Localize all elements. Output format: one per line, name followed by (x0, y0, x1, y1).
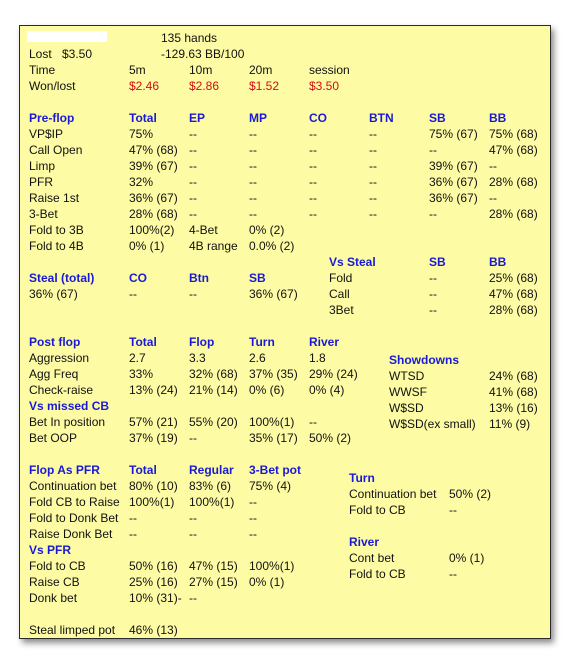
preflop-row-label: Call Open (29, 143, 83, 157)
flop-pfr-row-label: Fold to Donk Bet (29, 511, 119, 525)
fold-to-4b-label: Fold to 4B (29, 239, 84, 253)
preflop-row-bb: 28% (68) (489, 207, 538, 221)
lost-label: Lost (29, 47, 52, 61)
wonlost-20m: $1.52 (249, 79, 280, 93)
preflop-row-bb: -- (489, 191, 497, 205)
steal-limped-label: Steal limped pot (29, 623, 116, 637)
vs-pfr-row-total: 50% (16) (129, 559, 178, 573)
flop-pfr-row-label: Continuation bet (29, 479, 117, 493)
showdown-row-label: WTSD (389, 369, 425, 383)
vs-missed-cb-title: Vs missed CB (29, 399, 110, 413)
river-row-value: 0% (1) (449, 551, 485, 565)
steal-col-btn: Btn (189, 271, 209, 285)
preflop-row-mp: -- (249, 159, 257, 173)
preflop-row-mp: -- (249, 127, 257, 141)
preflop-row-sb: 36% (67) (429, 175, 478, 189)
vs-pfr-row-regular: 47% (15) (189, 559, 238, 573)
preflop-row-sb: 75% (67) (429, 127, 478, 141)
vs-missed-row-river: 50% (2) (309, 431, 352, 445)
river-row-label: Cont bet (349, 551, 395, 565)
vs-pfr-row-label: Fold to CB (29, 559, 86, 573)
preflop-row-total: 75% (129, 127, 154, 141)
preflop-row-sb: -- (429, 143, 437, 157)
vs-steal-title: Vs Steal (329, 255, 376, 269)
preflop-title: Pre-flop (29, 111, 75, 125)
fold-to-3b-label: Fold to 3B (29, 223, 84, 237)
postflop-row-total: 33% (129, 367, 154, 381)
preflop-row-mp: -- (249, 143, 257, 157)
vs-steal-row-sb: -- (429, 303, 437, 317)
turn-row-label: Continuation bet (349, 487, 437, 501)
preflop-col-co: CO (309, 111, 327, 125)
vs-missed-row-label: Bet OOP (29, 431, 78, 445)
postflop-row-label: Aggression (29, 351, 90, 365)
vs-steal-row-sb: -- (429, 271, 437, 285)
preflop-row-label: Raise 1st (29, 191, 80, 205)
four-bet-label: 4-Bet (189, 223, 218, 237)
postflop-row-turn: 37% (35) (249, 367, 298, 381)
preflop-row-total: 36% (67) (129, 191, 178, 205)
flop-pfr-row-regular: 100%(1) (189, 495, 235, 509)
preflop-row-co: -- (309, 191, 317, 205)
flop-pfr-row-total: -- (129, 527, 137, 541)
four-bet-range-value: 0.0% (2) (249, 239, 295, 253)
flop-pfr-row-total: 100%(1) (129, 495, 175, 509)
preflop-row-ep: -- (189, 143, 197, 157)
preflop-row-btn: -- (369, 127, 377, 141)
vs-steal-row-label: Call (329, 287, 350, 301)
preflop-row-ep: -- (189, 207, 197, 221)
vs-pfr-title: Vs PFR (29, 543, 72, 557)
showdown-row-value: 41% (68) (489, 385, 538, 399)
river-row-value: -- (449, 567, 457, 581)
lost-value: $3.50 (62, 47, 93, 61)
showdowns-title: Showdowns (389, 353, 459, 367)
flop-pfr-row-total: -- (129, 511, 137, 525)
turn-title: Turn (349, 471, 375, 485)
preflop-row-co: -- (309, 207, 317, 221)
hands-count: 135 hands (161, 31, 218, 45)
vs-steal-row-label: Fold (329, 271, 353, 285)
time-label: Time (29, 63, 56, 77)
time-session: session (309, 63, 350, 77)
preflop-col-ep: EP (189, 111, 206, 125)
postflop-row-flop: 21% (14) (189, 383, 238, 397)
steal-sb-value: 36% (67) (249, 287, 298, 301)
postflop-row-river: 0% (4) (309, 383, 345, 397)
showdown-row-label: W$SD(ex small) (389, 417, 476, 431)
preflop-col-total: Total (129, 111, 157, 125)
vs-steal-row-label: 3Bet (329, 303, 354, 317)
vs-steal-row-bb: 25% (68) (489, 271, 538, 285)
vs-missed-row-river: -- (309, 415, 317, 429)
showdown-row-value: 13% (16) (489, 401, 538, 415)
preflop-col-bb: BB (489, 111, 507, 125)
preflop-row-label: Limp (29, 159, 56, 173)
player-stats-panel (19, 25, 551, 639)
postflop-row-label: Agg Freq (29, 367, 79, 381)
steal-co-value: -- (129, 287, 137, 301)
turn-row-label: Fold to CB (349, 503, 406, 517)
flop-pfr-col-regular: Regular (189, 463, 234, 477)
preflop-row-co: -- (309, 175, 317, 189)
vs-missed-row-label: Bet In position (29, 415, 106, 429)
steal-limped-value: 46% (13) (129, 623, 178, 637)
preflop-row-bb: 47% (68) (489, 143, 538, 157)
turn-row-value: 50% (2) (449, 487, 492, 501)
flop-pfr-row-three: -- (249, 495, 257, 509)
preflop-row-co: -- (309, 127, 317, 141)
postflop-col-turn: Turn (249, 335, 275, 349)
showdown-row-value: 11% (9) (489, 417, 531, 431)
preflop-row-total: 28% (68) (129, 207, 178, 221)
vs-missed-row-turn: 100%(1) (249, 415, 295, 429)
bb-per-100: -129.63 BB/100 (161, 47, 245, 61)
four-bet-value: 0% (2) (249, 223, 285, 237)
vs-missed-row-total: 37% (19) (129, 431, 178, 445)
preflop-row-ep: -- (189, 127, 197, 141)
preflop-row-total: 47% (68) (129, 143, 178, 157)
steal-col-co: CO (129, 271, 147, 285)
flop-pfr-col-3bet: 3-Bet pot (249, 463, 301, 477)
preflop-row-bb: 28% (68) (489, 175, 538, 189)
postflop-row-total: 13% (24) (129, 383, 178, 397)
preflop-col-btn: BTN (369, 111, 394, 125)
steal-title: Steal (total) (29, 271, 95, 285)
flop-pfr-title: Flop As PFR (29, 463, 100, 477)
flop-pfr-row-total: 80% (10) (129, 479, 178, 493)
preflop-row-btn: -- (369, 159, 377, 173)
preflop-row-sb: 36% (67) (429, 191, 478, 205)
flop-pfr-row-regular: -- (189, 511, 197, 525)
preflop-row-bb: 75% (68) (489, 127, 538, 141)
vs-pfr-row-regular: -- (189, 591, 197, 605)
preflop-row-mp: -- (249, 207, 257, 221)
postflop-col-river: River (309, 335, 340, 349)
flop-pfr-row-regular: -- (189, 527, 197, 541)
preflop-row-label: PFR (29, 175, 53, 189)
vs-missed-row-total: 57% (21) (129, 415, 178, 429)
wonlost-5m: $2.46 (129, 79, 160, 93)
four-bet-range-label: 4B range (189, 239, 238, 253)
preflop-row-ep: -- (189, 175, 197, 189)
postflop-row-turn: 2.6 (249, 351, 266, 365)
vs-pfr-row-label: Donk bet (29, 591, 78, 605)
time-5m: 5m (129, 63, 146, 77)
postflop-col-flop: Flop (189, 335, 215, 349)
player-name-redacted (27, 31, 107, 42)
showdown-row-label: W$SD (389, 401, 424, 415)
postflop-row-river: 1.8 (309, 351, 326, 365)
postflop-row-total: 2.7 (129, 351, 146, 365)
preflop-row-total: 32% (129, 175, 154, 189)
postflop-row-turn: 0% (6) (249, 383, 285, 397)
vs-steal-row-sb: -- (429, 287, 437, 301)
vs-pfr-row-total: 25% (16) (129, 575, 178, 589)
showdown-row-value: 24% (68) (489, 369, 538, 383)
vs-pfr-row-three: 100%(1) (249, 559, 295, 573)
vs-steal-row-bb: 28% (68) (489, 303, 538, 317)
preflop-row-co: -- (309, 159, 317, 173)
steal-btn-value: -- (189, 287, 197, 301)
showdown-row-label: WWSF (389, 385, 427, 399)
flop-pfr-col-total: Total (129, 463, 157, 477)
preflop-row-total: 39% (67) (129, 159, 178, 173)
vs-steal-col-bb: BB (489, 255, 507, 269)
flop-pfr-row-label: Fold CB to Raise (29, 495, 120, 509)
river-title: River (349, 535, 380, 549)
preflop-row-sb: -- (429, 207, 437, 221)
preflop-col-mp: MP (249, 111, 267, 125)
flop-pfr-row-three: -- (249, 511, 257, 525)
vs-missed-row-turn: 35% (17) (249, 431, 298, 445)
steal-col-sb: SB (249, 271, 266, 285)
preflop-row-btn: -- (369, 207, 377, 221)
fold-to-4b-value: 0% (1) (129, 239, 165, 253)
postflop-title: Post flop (29, 335, 81, 349)
vs-pfr-row-label: Raise CB (29, 575, 80, 589)
flop-pfr-row-three: -- (249, 527, 257, 541)
postflop-col-total: Total (129, 335, 157, 349)
fold-to-3b-value: 100%(2) (129, 223, 175, 237)
preflop-row-bb: -- (489, 159, 497, 173)
preflop-row-label: VP$IP (29, 127, 64, 141)
preflop-row-btn: -- (369, 143, 377, 157)
preflop-row-ep: -- (189, 191, 197, 205)
vs-pfr-row-three: 0% (1) (249, 575, 285, 589)
preflop-row-mp: -- (249, 191, 257, 205)
postflop-row-flop: 32% (68) (189, 367, 238, 381)
time-20m: 20m (249, 63, 273, 77)
turn-row-value: -- (449, 503, 457, 517)
preflop-row-label: 3-Bet (29, 207, 58, 221)
flop-pfr-row-label: Raise Donk Bet (29, 527, 113, 541)
postflop-row-river: 29% (24) (309, 367, 358, 381)
wonlost-10m: $2.86 (189, 79, 220, 93)
preflop-row-co: -- (309, 143, 317, 157)
flop-pfr-row-three: 75% (4) (249, 479, 292, 493)
vs-steal-col-sb: SB (429, 255, 446, 269)
postflop-row-label: Check-raise (29, 383, 94, 397)
vs-steal-row-bb: 47% (68) (489, 287, 538, 301)
preflop-col-sb: SB (429, 111, 446, 125)
preflop-row-btn: -- (369, 175, 377, 189)
vs-missed-row-flop: 55% (20) (189, 415, 238, 429)
time-10m: 10m (189, 63, 213, 77)
preflop-row-mp: -- (249, 175, 257, 189)
flop-pfr-row-regular: 83% (6) (189, 479, 232, 493)
river-row-label: Fold to CB (349, 567, 406, 581)
preflop-row-btn: -- (369, 191, 377, 205)
wonlost-label: Won/lost (29, 79, 76, 93)
preflop-row-ep: -- (189, 159, 197, 173)
postflop-row-flop: 3.3 (189, 351, 206, 365)
preflop-row-sb: 39% (67) (429, 159, 478, 173)
wonlost-session: $3.50 (309, 79, 340, 93)
vs-pfr-row-total: 10% (31)- (129, 591, 182, 605)
steal-total-value: 36% (67) (29, 287, 78, 301)
vs-missed-row-flop: -- (189, 431, 197, 445)
vs-pfr-row-regular: 27% (15) (189, 575, 238, 589)
